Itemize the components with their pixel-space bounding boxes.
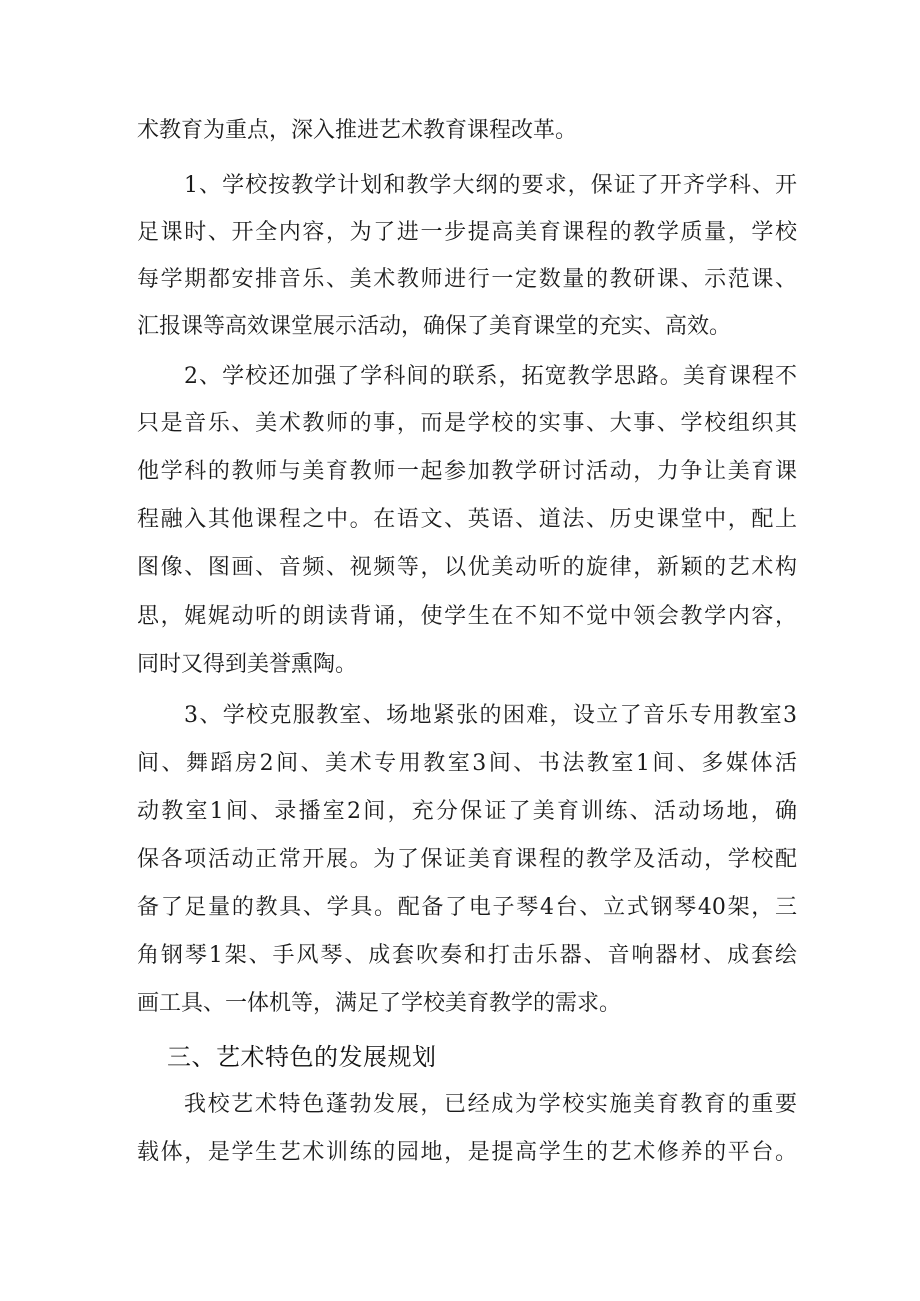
- paragraph-line: 足课时、开全内容，为了进一步提高美育课程的教学质量，学校: [137, 220, 797, 245]
- paragraph-line: 程融入其他课程之中。在语文、英语、道法、历史课堂中，配上: [137, 507, 797, 532]
- paragraph-line: 汇报课等高效课堂展示活动，确保了美育课堂的充实、高效。: [137, 314, 732, 339]
- paragraph-line: 每学期都安排音乐、美术教师进行一定数量的教研课、示范课、: [137, 267, 797, 292]
- paragraph-line: 间、舞蹈房2间、美术专用教室3间、书法教室1间、多媒体活: [137, 751, 797, 776]
- paragraph-line: 角钢琴1架、手风琴、成套吹奏和打击乐器、音响器材、成套绘: [137, 943, 797, 968]
- paragraph-line: 1、学校按教学计划和教学大纲的要求，保证了开齐学科、开: [184, 173, 797, 198]
- paragraph-line: 他学科的教师与美育教师一起参加教学研讨活动，力争让美育课: [137, 459, 797, 484]
- paragraph-line: 同时又得到美誉熏陶。: [137, 652, 358, 677]
- paragraph-line: 图像、图画、音频、视频等，以优美动听的旋律，新颖的艺术构: [137, 555, 797, 580]
- paragraph-line: 3、学校克服教室、场地紧张的困难，设立了音乐专用教室3: [184, 703, 797, 728]
- paragraph-line: 载体，是学生艺术训练的园地，是提高学生的艺术修养的平台。: [137, 1140, 797, 1165]
- paragraph-line: 备了足量的教具、学具。配备了电子琴4台、立式钢琴40架，三: [137, 895, 797, 920]
- paragraph-line: 画工具、一体机等，满足了学校美育教学的需求。: [137, 991, 622, 1016]
- paragraph-line: 保各项活动正常开展。为了保证美育课程的教学及活动，学校配: [137, 847, 797, 872]
- paragraph-line: 我校艺术特色蓬勃发展，已经成为学校实施美育教育的重要: [184, 1092, 797, 1117]
- paragraph-line: 思，娓娓动听的朗读背诵，使学生在不知不觉中领会教学内容，: [137, 604, 797, 629]
- paragraph-line: 动教室1间、录播室2间，充分保证了美育训练、活动场地，确: [137, 799, 797, 824]
- section-heading: 三、艺术特色的发展规划: [167, 1043, 437, 1071]
- paragraph-line: 2、学校还加强了学科间的联系，拓宽教学思路。美育课程不: [184, 364, 797, 389]
- paragraph-line: 术教育为重点，深入推进艺术教育课程改革。: [137, 118, 578, 143]
- paragraph-line: 只是音乐、美术教师的事，而是学校的实事、大事、学校组织其: [137, 411, 797, 436]
